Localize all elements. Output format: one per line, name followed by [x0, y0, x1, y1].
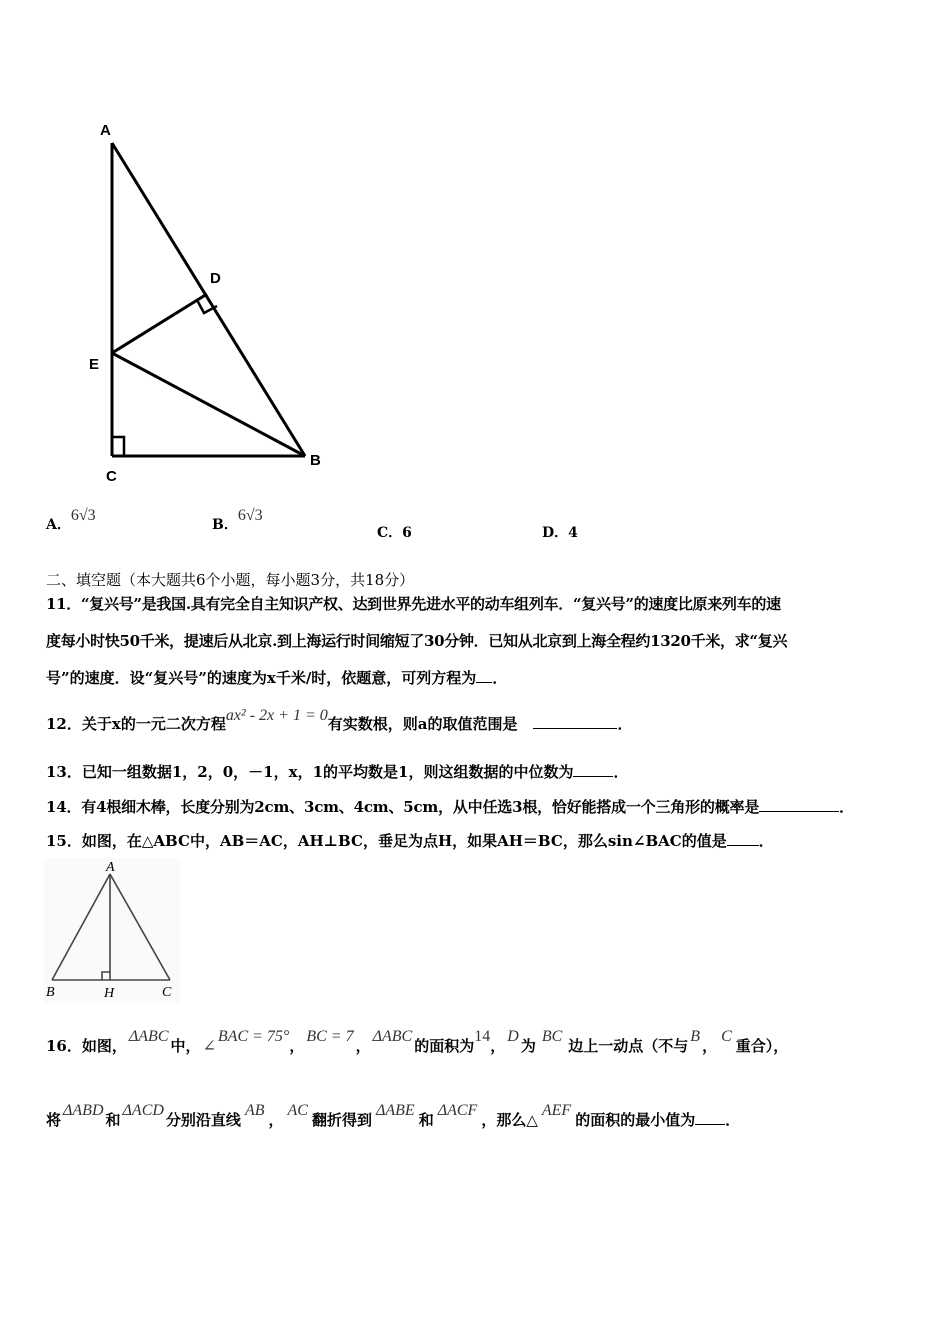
- q16-l2m7: AEF: [541, 1102, 572, 1119]
- label-B: B: [46, 985, 55, 1000]
- q16-m4: BC = 7: [306, 1028, 354, 1045]
- q16-m6: 14: [474, 1028, 491, 1045]
- q16-l2m3: AB: [244, 1102, 265, 1119]
- q15-end: ．: [758, 832, 774, 850]
- q16-l2p5: 翻折得到: [311, 1111, 372, 1129]
- q16-m7: D: [507, 1028, 519, 1045]
- q16-p1: 16．如图，: [46, 1037, 127, 1055]
- q16-l2m1: ΔABD: [63, 1102, 104, 1119]
- q11-line1: 11．“复兴号”是我国.具有完全自主知识产权、达到世界先进水平的动车组列车．“复兴号”的速度比原来列车的速: [46, 595, 781, 613]
- q16-l2p6: 和: [418, 1111, 434, 1129]
- q16-m2: ∠: [202, 1038, 216, 1055]
- option-value: 6: [402, 525, 412, 541]
- q16-m3: BAC = 75°: [217, 1028, 290, 1045]
- q16-l2m2: ΔACD: [122, 1102, 164, 1119]
- q12-end: ．: [617, 715, 633, 733]
- q16-p10: 重合），: [735, 1037, 789, 1055]
- q12-pre: 12．关于x的一元二次方程: [46, 715, 226, 733]
- label-A: A: [100, 122, 111, 139]
- q12-post: 有实数根，则a的取值范围是: [327, 715, 518, 733]
- q16-m5: ΔABC: [372, 1028, 413, 1045]
- answer-blank: [533, 716, 617, 729]
- label-C: C: [162, 985, 172, 1000]
- q16-l2p4: ，: [268, 1111, 284, 1129]
- q16-l2m5: ΔABE: [375, 1102, 415, 1119]
- q16-l2p3: 分别沿直线: [165, 1111, 241, 1129]
- option-letter: B．: [212, 517, 238, 533]
- q11-end: ．: [492, 669, 508, 687]
- option-letter: D．: [542, 525, 569, 541]
- q13: [46, 762, 628, 782]
- q16-p2: 中，: [170, 1037, 201, 1055]
- q12-equation: ax² - 2x + 1 = 0: [225, 707, 328, 724]
- q13-text: 13．已知一组数据1，2，0，－1，x，1的平均数是1，则这组数据的中位数为: [46, 763, 574, 781]
- q16-p3: ，: [289, 1037, 305, 1055]
- answer-blank: [727, 833, 759, 846]
- triangle-figure-1: [80, 115, 340, 495]
- q16-end: ．: [725, 1111, 741, 1129]
- section-heading: 二、填空题（本大题共6个小题，每小题3分，共18分）: [46, 571, 415, 589]
- label-D: D: [210, 270, 221, 287]
- q16-l2m6: ΔACF: [437, 1102, 478, 1119]
- option-value: 6√3: [237, 507, 263, 524]
- q11-line3: [46, 668, 507, 688]
- q16-p8: 边上一动点（不与: [568, 1037, 689, 1055]
- option-letter: C．: [377, 525, 403, 541]
- label-C: C: [106, 468, 117, 485]
- q16-m1: ΔABC: [128, 1028, 169, 1045]
- label-H: H: [104, 986, 115, 1001]
- q16-l2p2: 和: [105, 1111, 121, 1129]
- q16-p5: 的面积为: [414, 1037, 475, 1055]
- label-B: B: [310, 452, 321, 469]
- option-d: [542, 522, 578, 542]
- q16-p7: 为: [520, 1037, 536, 1055]
- q16-line2: [46, 1102, 741, 1131]
- option-a: [46, 507, 96, 534]
- q16-p9: ，: [702, 1037, 718, 1055]
- q13-end: ．: [613, 763, 629, 781]
- answer-blank: [759, 799, 839, 812]
- q12: [46, 707, 633, 735]
- option-b: [212, 507, 263, 534]
- answer-blank: [476, 670, 492, 683]
- q14: [46, 797, 854, 817]
- q11-text: 号”的速度．设“复兴号”的速度为x千米/时，依题意，可列方程为: [46, 669, 477, 687]
- option-value: 4: [568, 525, 578, 541]
- q14-text: 14．有4根细木棒，长度分别为2cm、3cm、4cm、5cm，从中任选3根，恰好能搭成一个三角形的概率是: [46, 798, 760, 816]
- q16-p4: ，: [355, 1037, 371, 1055]
- option-value: 6√3: [70, 507, 96, 524]
- q16-m9: B: [690, 1028, 701, 1045]
- q16-m10: C: [721, 1028, 732, 1045]
- q16-m8: BC: [541, 1028, 563, 1045]
- q15-text: 15．如图，在△ABC中，AB＝AC，AH⊥BC，垂足为点H，如果AH＝BC，那么sin∠BAC的值是: [46, 832, 727, 850]
- option-c: [377, 522, 412, 542]
- answer-blank: [573, 764, 613, 777]
- q14-end: ．: [839, 798, 854, 816]
- q16-l2m4: AC: [287, 1102, 308, 1119]
- q16-line1: [46, 1028, 789, 1057]
- q16-p6: ，: [490, 1037, 506, 1055]
- answer-blank: [695, 1112, 725, 1125]
- option-letter: A．: [46, 517, 71, 533]
- q16-l2p7: ，那么△: [481, 1111, 538, 1129]
- q15: [46, 831, 774, 851]
- q11-line2: 度每小时快50千米，提速后从北京.到上海运行时间缩短了30分钟．已知从北京到上海全程约1320千米，求“复兴: [46, 632, 788, 650]
- q16-l2p8: 的面积的最小值为: [575, 1111, 696, 1129]
- label-A: A: [106, 860, 115, 875]
- label-E: E: [89, 356, 100, 373]
- q16-l2p1: 将: [46, 1111, 62, 1129]
- triangle-figure-2: [44, 858, 180, 1003]
